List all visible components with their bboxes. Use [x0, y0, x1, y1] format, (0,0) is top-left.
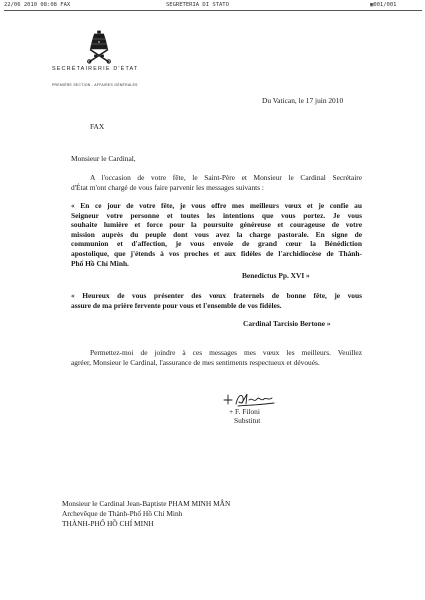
letterhead-department: SECRÉTAIRERIE D'ÉTAT [52, 66, 139, 72]
recipient-name: Monsieur le Cardinal Jean-Baptiste PHAM MINH MÂN [62, 499, 231, 508]
signer-title: Substitut [234, 416, 261, 425]
pope-message-line: Seigneur votre personne et toutes les intentions que vous portez. Je vous [71, 210, 362, 220]
salutation: Monsieur le Cardinal, [71, 154, 136, 163]
intro-paragraph [71, 173, 362, 192]
signer-name: + F. Filoni [229, 407, 260, 416]
place-date: Du Vatican, le 17 juin 2010 [262, 96, 344, 105]
secretary-message-line: « Heureux de vous présenter des vœux fraternels de bonne fête, je vous [71, 291, 362, 300]
closing-line: Permettez-moi de joindre à ces messages mes vœux les meilleurs. Veuillez [90, 348, 362, 357]
papal-coat-of-arms-icon [84, 30, 114, 64]
recipient-title: Archevêque de Thành-Phố Hồ Chí Minh [62, 508, 183, 518]
pope-message-line: « En ce jour de votre fête, je vous offre mes meilleurs vœux et je confie au [71, 201, 362, 210]
pope-message-line: communion et d'affection, je vous envoie de grand cœur la Bénédiction [71, 239, 362, 249]
pope-message-line: Phố Hồ Chí Minh. [71, 258, 129, 268]
recipient-city: THÀNH-PHỐ HỒ CHÍ MINH [62, 518, 154, 528]
fax-page-number: ▣001/001 [370, 2, 397, 8]
pope-message-line: souhaite lumière et force pour la poursuite généreuse et courageuse de votre [71, 220, 362, 230]
pope-signature: Benedictus Pp. XVI » [242, 271, 310, 280]
secretary-signature: Cardinal Tarcisio Bertone » [243, 319, 331, 328]
letterhead-section: PREMIÈRE SECTION - AFFAIRES GÉNÉRALES [52, 83, 138, 87]
pope-message-line: apostolique, que j'étends à vos proches et aux fidèles de l'archidiocèse de Thành- [71, 248, 362, 258]
intro-line: A l'occasion de votre fête, le Saint-Père et Monsieur le Cardinal Secrétaire [90, 173, 362, 182]
handwritten-signature [220, 389, 276, 409]
pope-message [71, 201, 362, 268]
secretary-message-line: assure de ma prière fervente pour vous et l'ensemble de vos fidèles. [71, 300, 282, 310]
fax-timestamp: 22/06 2010 08:08 FAX [4, 2, 71, 8]
closing-line: agréer, Monsieur le Cardinal, l'assurance de mes sentiments respectueux et dévoués. [71, 357, 320, 367]
fax-header-divider [4, 10, 422, 11]
secretary-message [71, 291, 362, 310]
pope-message-line: mission auprès du peuple dont vous avez la charge pastorale. En signe de [71, 229, 362, 239]
recipient-block [62, 499, 230, 528]
intro-line: d'État m'ont chargé de vous faire parvenir les messages suivants : [71, 182, 264, 192]
fax-label: FAX [90, 122, 105, 131]
fax-sender: SEGRETERIA DI STATO [166, 2, 229, 8]
closing-paragraph [71, 348, 362, 367]
page-icon: ▣ [370, 2, 374, 8]
